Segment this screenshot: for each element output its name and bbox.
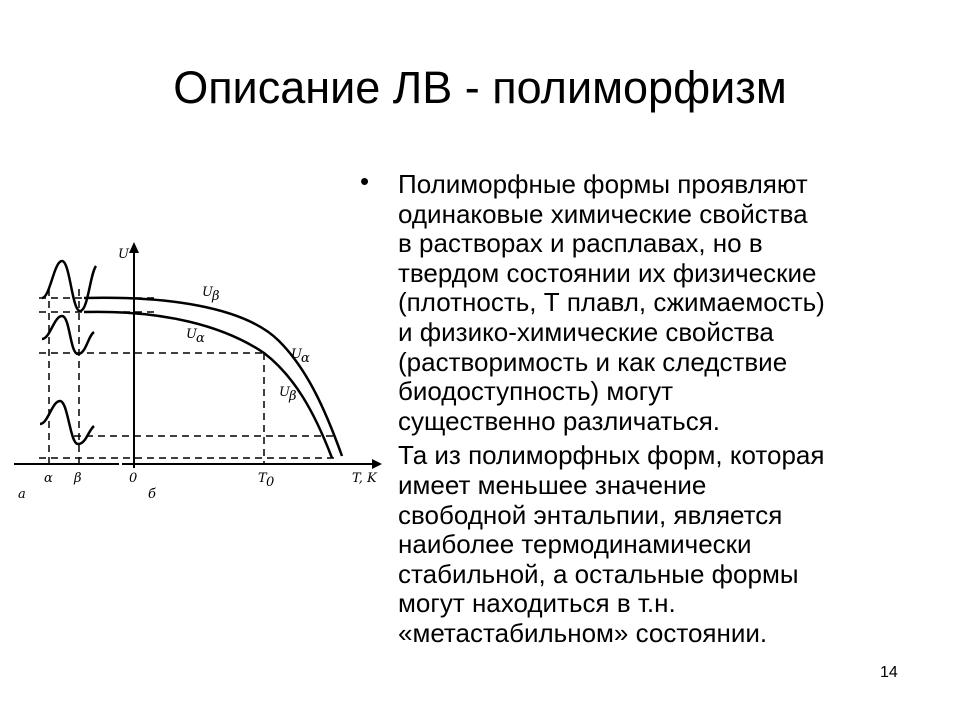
y-axis-label: U (118, 247, 129, 262)
bullet-line: существенно различаться. (398, 405, 720, 436)
bullet-line: наиболее термодинамически (398, 529, 752, 560)
curve-alpha-label: U (186, 327, 197, 342)
bullet-item-2 (360, 441, 940, 648)
bullet-line: (растворимость и как следствие (398, 346, 788, 377)
curve-beta-label: U (202, 285, 213, 300)
curve-alpha-right-sub: α (301, 351, 310, 366)
beta-label: β (74, 471, 82, 486)
bullet-line: одинаковые химические свойства (398, 198, 808, 229)
bullet-line: могут находиться в т.н. (398, 588, 676, 619)
u-axis-arrow (129, 242, 139, 253)
bullet-list (360, 166, 940, 654)
bullet-line: биодоступность) могут (398, 376, 674, 407)
potential-well-middle (42, 316, 94, 354)
bullet-line: твердом состоянии их физические (398, 257, 817, 288)
bullet-line: в растворах и расплавах, но в (398, 228, 763, 259)
polymorphism-diagram (14, 236, 394, 536)
bullet-line: стабильной, а остальные формы (398, 558, 799, 589)
potential-well-bottom (40, 401, 94, 444)
bullet-line: свободной энтальпии, является (398, 499, 783, 530)
bullet-line: Полиморфные формы проявляют (398, 169, 808, 199)
bullet-line: и физико-химические свойства (398, 316, 774, 347)
bullet-dot: • (360, 166, 370, 196)
curve-alpha-right-label: U (291, 347, 302, 362)
curve-u-beta (84, 298, 342, 456)
bullet-line: (плотность, Т плавл, сжимаемость) (398, 287, 825, 318)
slide-title: Описание ЛВ - полиморфизм (173, 62, 787, 113)
curve-beta-right-label: U (279, 385, 290, 400)
bullet-line: имеет меньшее значение (398, 469, 707, 500)
panel-a-label: a (18, 487, 26, 502)
panel-b-label: б (148, 487, 156, 502)
alpha-label: α (44, 471, 53, 486)
t0-label: T (258, 471, 267, 486)
x-axis-label: T, K (352, 471, 377, 486)
t0-subscript: 0 (266, 475, 275, 490)
curve-alpha-sub: α (196, 331, 205, 346)
page-number: 14 (880, 664, 898, 681)
bullet-line: Та из полиморфных форм, которая (398, 440, 825, 471)
potential-well-top (42, 261, 96, 311)
origin-label: 0 (129, 471, 138, 486)
curve-beta-right-sub: β (289, 389, 297, 404)
bullet-item-1 (360, 166, 940, 436)
bullet-line: «метастабильном» состоянии. (398, 617, 768, 648)
curve-beta-sub: β (212, 289, 220, 304)
